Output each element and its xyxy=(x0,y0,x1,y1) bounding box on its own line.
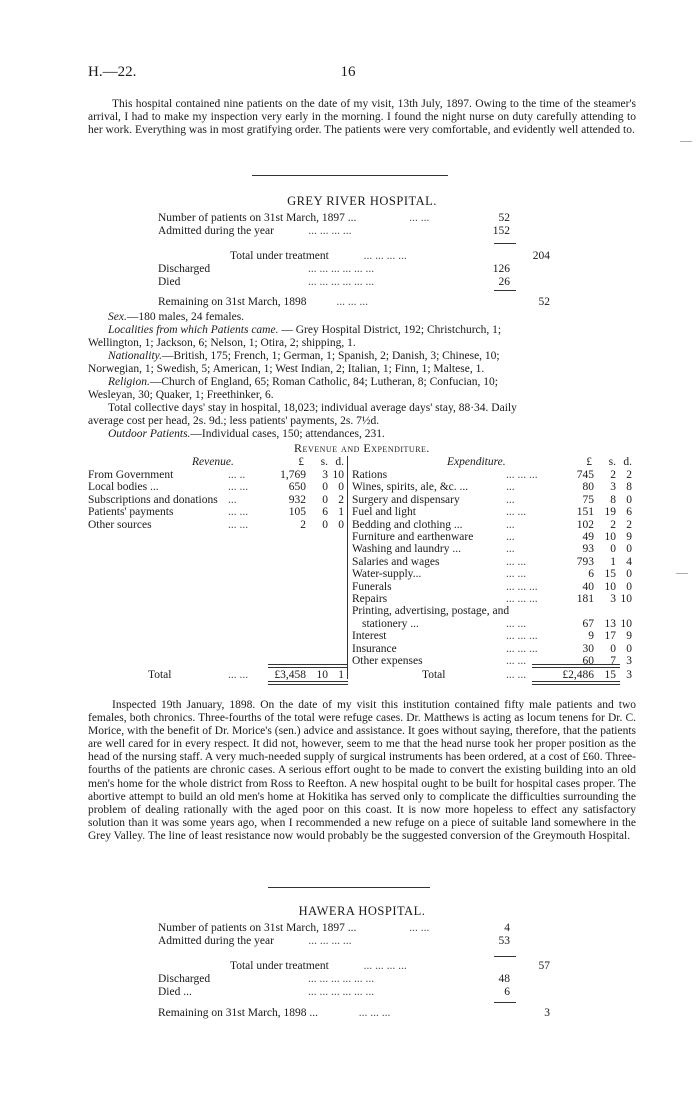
nationality-text: —British, 175; French, 1; German, 1; Spanish, 2; Danish, 3; Chinese, 10; xyxy=(162,350,500,362)
amount-pence: 8 xyxy=(626,481,632,494)
stat-row xyxy=(158,986,578,999)
account-item-label: From Government xyxy=(88,469,174,481)
amount-pounds: 80 xyxy=(582,481,594,494)
religion-label: Religion. xyxy=(108,376,150,388)
account-item-label: Wines, spirits, ale, &c. ... xyxy=(352,481,469,494)
account-dots: ... ... xyxy=(506,506,527,519)
amount-pounds: 151 xyxy=(576,506,594,519)
stat-label: Discharged xyxy=(158,973,211,985)
amount-pounds: 102 xyxy=(576,518,594,531)
amount-pence: 0 xyxy=(338,518,344,531)
amount-pence: 0 xyxy=(626,543,632,556)
stat-label: Discharged xyxy=(158,263,211,275)
account-item-label: Printing, advertising, postage, and xyxy=(352,605,510,618)
account-item-label: Fuel and light xyxy=(352,506,416,519)
rule xyxy=(532,681,620,682)
lsd-header: £ xyxy=(586,456,592,468)
account-item-label: Subscriptions and donations xyxy=(88,493,218,506)
stat-label: Number of patients on 31st March, 1897 ... xyxy=(158,212,357,224)
amount-pence: 2 xyxy=(338,493,344,506)
stat-label: Total under treatment xyxy=(230,960,329,972)
account-dots: ... ... xyxy=(228,669,249,681)
nationality-line-2: Norwegian, 1; Swedish, 5; American, 1; West Indian, 2; Italian, 1; Finn, 1; Maltese, 1. xyxy=(88,363,485,375)
account-dots: ... xyxy=(506,531,515,543)
rule xyxy=(268,684,348,685)
stat-value: 52 xyxy=(498,212,510,224)
account-dots: ... ... xyxy=(506,655,527,667)
outdoor-text: —Individual cases, 150; attendances, 231. xyxy=(190,428,385,440)
revenue-heading xyxy=(192,456,234,469)
stat-value: 4 xyxy=(504,922,510,934)
rule xyxy=(494,956,516,957)
stat-dots: ... ... ... ... xyxy=(308,935,352,947)
account-item-label: Salaries and wages xyxy=(352,555,440,568)
amount-shillings: 3 xyxy=(610,593,616,605)
lsd-header: d. xyxy=(335,456,344,468)
stat-label: Died ... xyxy=(158,986,192,998)
amount-shillings: 6 xyxy=(322,506,328,519)
amount-pounds: 745 xyxy=(576,469,594,481)
stay-line: Total collective days' stay in hospital, 18,023; individual average days' stay, 88·34. Daily xyxy=(108,402,517,414)
amount-shillings: 2 xyxy=(610,518,616,531)
account-item-label: Patients' payments xyxy=(88,506,174,519)
amount-pence: 9 xyxy=(626,531,632,543)
amount-pence: 6 xyxy=(626,506,632,519)
amount-pounds: 6 xyxy=(588,568,594,581)
stat-label: Total under treatment xyxy=(230,250,329,262)
amount-pence: 10 xyxy=(620,593,632,605)
amount-shillings: 0 xyxy=(322,481,328,494)
stat-dots: ... ... xyxy=(409,922,430,934)
account-item-label: Insurance xyxy=(352,642,397,655)
outdoor-label: Outdoor Patients. xyxy=(108,428,191,440)
stat-value: 126 xyxy=(492,263,510,275)
stat-value: 53 xyxy=(498,935,510,947)
sex-text: —180 males, 24 females. xyxy=(126,311,245,323)
grey-river-title: GREY RIVER HOSPITAL. xyxy=(287,194,437,208)
amount-pence: 9 xyxy=(626,630,632,643)
stat-value: 48 xyxy=(498,973,510,985)
stat-row xyxy=(158,1007,578,1020)
stat-row xyxy=(158,296,578,309)
localities-line xyxy=(108,324,636,337)
account-item-label: Local bodies ... xyxy=(88,481,159,494)
amount-pounds: £2,486 xyxy=(562,669,594,681)
stat-label: Remaining on 31st March, 1898 ... xyxy=(158,1007,319,1019)
localities-line-2: Wellington, 1; Jackson, 6; Nelson, 1; Otira, 2; shipping, 1. xyxy=(88,337,356,349)
account-dots: ... ... xyxy=(228,481,249,494)
nationality-line xyxy=(108,350,636,363)
amount-pence: 0 xyxy=(338,481,344,494)
rule xyxy=(532,667,620,668)
stat-total: 57 xyxy=(538,960,550,972)
lsd-header: s. xyxy=(608,456,616,468)
amount-shillings: 0 xyxy=(610,543,616,556)
inspection-paragraph xyxy=(88,699,636,843)
amount-pounds: 30 xyxy=(582,642,594,655)
account-dots: ... xyxy=(506,481,515,494)
stat-dots: ... ... ... ... ... ... xyxy=(308,263,375,275)
account-dots: ... ... xyxy=(228,506,249,519)
religion-line xyxy=(108,376,636,389)
stat-value: 6 xyxy=(504,986,510,998)
amount-pence: 0 xyxy=(626,568,632,581)
stat-row xyxy=(158,922,578,935)
amount-pounds: 181 xyxy=(576,593,594,605)
account-dots: ... ... xyxy=(506,617,527,630)
amount-pence: 0 xyxy=(626,642,632,655)
amount-shillings: 10 xyxy=(316,669,328,681)
accounts-title: Revenue and Expenditure. xyxy=(294,441,430,455)
margin-mark: — xyxy=(680,133,692,147)
stat-label: Number of patients on 31st March, 1897 ... xyxy=(158,922,357,934)
account-dots: ... ... xyxy=(228,518,249,531)
report-reference: H.—22. xyxy=(88,64,137,80)
account-item-label: Bedding and clothing ... xyxy=(352,518,463,531)
section-rule xyxy=(252,175,448,176)
account-item-label: Funerals xyxy=(352,580,392,593)
account-item-label: Other sources xyxy=(88,518,152,531)
account-dots: ... ... ... xyxy=(506,642,538,655)
rule xyxy=(494,290,516,291)
lsd-header: s. xyxy=(320,456,328,468)
religion-text: —Church of England, 65; Roman Catholic, 84; Lutheran, 8; Confucian, 10; xyxy=(149,376,498,388)
account-item-label: Furniture and earthenware xyxy=(352,531,474,543)
amount-pounds: £3,458 xyxy=(274,669,306,681)
account-total-label: Total xyxy=(422,669,446,681)
amount-pence: 2 xyxy=(626,469,632,481)
amount-pence: 0 xyxy=(626,493,632,506)
rule xyxy=(532,684,620,685)
amount-pounds: 650 xyxy=(288,481,306,494)
accounts-table xyxy=(88,456,636,692)
account-item-label: Other expenses xyxy=(352,655,423,667)
amount-pounds: 2 xyxy=(300,518,306,531)
column-divider xyxy=(347,456,348,679)
stat-dots: ... ... ... ... ... ... xyxy=(308,986,375,998)
amount-shillings: 1 xyxy=(610,555,616,568)
stat-dots: ... ... ... ... ... ... xyxy=(308,973,375,985)
amount-pence: 3 xyxy=(626,655,632,667)
account-dots: ... xyxy=(228,493,237,506)
amount-shillings: 15 xyxy=(604,568,616,581)
account-item-label: stationery ... xyxy=(362,617,419,630)
account-dots: ... ... ... xyxy=(506,593,538,605)
amount-shillings: 7 xyxy=(610,655,616,667)
amount-pence: 10 xyxy=(332,469,344,481)
amount-pence: 10 xyxy=(620,617,632,630)
stat-row xyxy=(158,935,578,948)
sex-label: Sex. xyxy=(108,311,127,323)
revenue-heading-text: Revenue. xyxy=(192,456,234,468)
stat-row xyxy=(158,973,578,986)
amount-shillings: 19 xyxy=(604,506,616,519)
amount-pounds: 9 xyxy=(588,630,594,643)
account-item-label: Rations xyxy=(352,469,388,481)
stat-value: 26 xyxy=(498,276,510,288)
stat-label: Remaining on 31st March, 1898 xyxy=(158,296,307,308)
amount-pounds: 793 xyxy=(576,555,594,568)
account-dots: ... ... ... xyxy=(506,580,538,593)
stat-row xyxy=(158,250,578,263)
rule xyxy=(268,681,348,682)
sex-line xyxy=(108,311,636,324)
stat-total: 52 xyxy=(538,296,550,308)
amount-shillings: 10 xyxy=(604,531,616,543)
account-dots: ... ... ... xyxy=(506,630,538,643)
account-total-label: Total xyxy=(148,669,172,681)
amount-pounds: 105 xyxy=(288,506,306,519)
stat-label: Died xyxy=(158,276,181,288)
amount-shillings: 17 xyxy=(604,630,616,643)
rule xyxy=(494,1002,516,1003)
lsd-header: d. xyxy=(623,456,632,468)
stat-row xyxy=(158,263,578,276)
amount-shillings: 0 xyxy=(322,493,328,506)
amount-pounds: 932 xyxy=(288,493,306,506)
account-item-label: Interest xyxy=(352,630,387,643)
rule xyxy=(494,243,516,244)
intro-paragraph: This hospital contained nine patients on the date of my visit, 13th July, 1897. Owing to the time of the steamer's arrival, I had to make my inspection very early in the morning. I found the night nurse on duty carefully attending to her work. Everything was in most gratifying order. The patients were very comfortable, and evidently well attended to. xyxy=(88,98,636,136)
amount-pence: 3 xyxy=(626,669,632,681)
account-item-label: Repairs xyxy=(352,593,388,605)
account-dots: ... ... xyxy=(506,555,527,568)
account-item-label: Surgery and dispensary xyxy=(352,493,460,506)
amount-pence: 0 xyxy=(626,580,632,593)
expenditure-heading xyxy=(447,456,506,469)
amount-pounds: 60 xyxy=(582,655,594,667)
account-item-label: Washing and laundry ... xyxy=(352,543,461,556)
amount-shillings: 15 xyxy=(604,669,616,681)
amount-shillings: 3 xyxy=(322,469,328,481)
stat-total: 3 xyxy=(544,1007,550,1019)
religion-line-2: Wesleyan, 30; Quaker, 1; Freethinker, 6. xyxy=(88,389,274,401)
stay-line-2: average cost per head, 2s. 9d.; less patients' payments, 2s. 7½d. xyxy=(88,415,380,427)
account-item-label: Water-supply... xyxy=(352,568,422,581)
amount-shillings: 2 xyxy=(610,469,616,481)
amount-shillings: 13 xyxy=(604,617,616,630)
amount-shillings: 0 xyxy=(322,518,328,531)
amount-pounds: 40 xyxy=(582,580,594,593)
margin-mark: — xyxy=(676,565,688,579)
amount-pence: 2 xyxy=(626,518,632,531)
stat-dots: ... ... ... ... xyxy=(308,225,352,237)
stat-label: Admitted during the year xyxy=(158,225,274,237)
account-dots: ... xyxy=(506,543,515,556)
stat-row xyxy=(158,276,578,289)
account-dots: ... xyxy=(506,493,515,506)
stat-row xyxy=(158,212,578,225)
account-dots: ... ... xyxy=(506,669,527,681)
amount-pounds: 1,769 xyxy=(280,469,306,481)
stat-dots: ... ... ... ... xyxy=(363,960,407,972)
amount-pounds: 67 xyxy=(582,617,594,630)
amount-shillings: 8 xyxy=(610,493,616,506)
rule xyxy=(268,667,348,668)
page-number: 16 xyxy=(340,64,356,80)
stat-label: Admitted during the year xyxy=(158,935,274,947)
amount-shillings: 10 xyxy=(604,580,616,593)
amount-pence: 1 xyxy=(338,506,344,519)
expenditure-heading-text: Expenditure. xyxy=(447,456,506,468)
rule xyxy=(268,664,348,665)
stat-dots: ... ... xyxy=(409,212,430,224)
outdoor-line xyxy=(108,428,636,441)
stat-value: 152 xyxy=(492,225,510,237)
amount-shillings: 0 xyxy=(610,642,616,655)
stat-dots: ... ... ... ... xyxy=(363,250,407,262)
localities-text: — Grey Hospital District, 192; Christchurch, 1; xyxy=(278,324,502,336)
stat-row xyxy=(158,960,578,973)
amount-pounds: 49 xyxy=(582,531,594,543)
stat-dots: ... ... ... ... ... ... xyxy=(308,276,375,288)
page-header xyxy=(88,66,636,84)
localities-label: Localities from which Patients came. xyxy=(108,324,279,336)
stat-dots: ... ... ... xyxy=(358,1007,391,1019)
account-dots: ... .. xyxy=(228,469,246,481)
amount-pence: 1 xyxy=(338,669,344,681)
amount-shillings: 3 xyxy=(610,481,616,494)
hawera-title: HAWERA HOSPITAL. xyxy=(298,904,426,918)
stat-row xyxy=(158,225,578,238)
stat-total: 204 xyxy=(532,250,550,262)
stat-dots: ... ... ... xyxy=(336,296,369,308)
account-dots: ... ... xyxy=(506,568,527,581)
amount-pence: 4 xyxy=(626,555,632,568)
account-dots: ... ... ... xyxy=(506,469,538,481)
amount-pounds: 93 xyxy=(582,543,594,556)
rule xyxy=(532,664,620,665)
inspection-text: Inspected 19th January, 1898. On the date of my visit this institution contained fifty male patients and two females, both chronics. Three-fourths of the total were refuge cases. Dr. Matthews is acting as locum tenens for Dr. C. Morice, with the benefit of Dr. Morice's (sen.) advice and assistance. It goes without saying, therefore, that the patients are well cared for in every respect. It did not, however, seem to me that the head nurse took her proper position as the head of the nursing staff. A very much-needed supply of surgical instruments has been ordered, at a cost of £60. Three-fourths of the patients are chronic cases. A serious effort ought to be made to convert the existing building into an old men's home for the whole district from Ross to Reefton. A new hospital ought to be built for hospital cases proper. The abortive attempt to build an old men's home at Hokitika has served only to complicate the difficulties surrounding the problem of dealing rationally with the aged poor on this coast. It is now more hopeless to effect any satisfactory solution than it was some years ago, when I recommended a new refuge on a piece of suitable land somewhere in the Grey Valley. The line of least resistance now would probably be the suggested conversion of the Greymouth Hospital. xyxy=(88,699,636,842)
account-dots: ... xyxy=(506,518,515,531)
nationality-label: Nationality. xyxy=(108,350,162,362)
amount-pounds: 75 xyxy=(582,493,594,506)
lsd-header: £ xyxy=(298,456,304,468)
section-rule xyxy=(268,887,430,888)
